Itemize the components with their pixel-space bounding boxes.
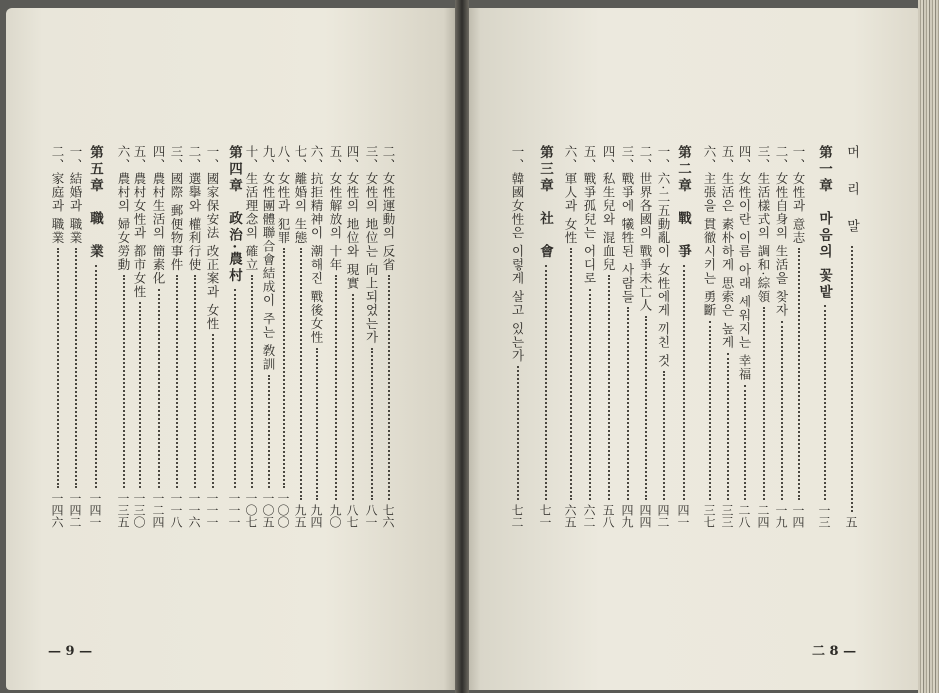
leader-dots bbox=[781, 321, 783, 500]
toc-entry-title: 五、戰爭孤兒는 어디로 bbox=[582, 145, 597, 285]
toc-page-number: 一四一 bbox=[88, 492, 102, 528]
toc-page-number: 二四 bbox=[756, 504, 770, 528]
leader-dots bbox=[268, 375, 270, 488]
leader-dots bbox=[75, 248, 77, 488]
toc-heading bbox=[843, 0, 859, 693]
toc-entry-title: 二、家庭과 職業 bbox=[50, 145, 65, 245]
toc-page-number: 四九 bbox=[620, 504, 634, 528]
toc-page-number: 一〇五 bbox=[261, 492, 275, 528]
toc-entry bbox=[701, 0, 717, 693]
toc-entry bbox=[292, 0, 308, 693]
toc-entry-title: 四、女性의 地位와 現實 bbox=[345, 145, 360, 290]
toc-page-number: 一一八 bbox=[169, 492, 183, 528]
leader-dots bbox=[139, 302, 141, 488]
toc-entry-title: 一、韓國女性은 이렇게 살고 있는가 bbox=[510, 145, 525, 363]
toc-page-number: 三三 bbox=[720, 504, 734, 528]
toc-entry-title: 第一章 마음의 꽃밭 bbox=[816, 145, 832, 302]
leader-dots bbox=[663, 371, 665, 500]
leader-dots bbox=[851, 246, 853, 512]
toc-entry-title: 二、選擧와 權利行使 bbox=[187, 145, 202, 272]
toc-entry bbox=[308, 0, 324, 693]
toc-entry-title: 九、女性團體聯合會結成이 주는 敎訓 bbox=[261, 145, 276, 371]
toc-page-number: 一四二 bbox=[68, 492, 82, 528]
toc-entry-title: 三、生活樣式의 調和·綜領 bbox=[756, 145, 771, 304]
toc-page-number: 三七 bbox=[702, 504, 716, 528]
toc-entry bbox=[260, 0, 276, 693]
toc-entry-title: 三、國際 郵便物事件 bbox=[169, 145, 184, 272]
leader-dots bbox=[798, 248, 800, 500]
toc-page-number: 一二四 bbox=[151, 492, 165, 528]
toc-page-number: 七二 bbox=[510, 504, 524, 528]
leader-dots bbox=[824, 305, 826, 500]
toc-entry bbox=[204, 0, 220, 693]
leader-dots bbox=[176, 275, 178, 488]
toc-page-number: 一一六 bbox=[187, 492, 201, 528]
toc-entry-title: 三、女性의 地位는 向上되었는가 bbox=[364, 145, 379, 344]
toc-chapter bbox=[675, 0, 691, 693]
toc-page-number: 六五 bbox=[563, 504, 577, 528]
toc-entry-title: 一、國家保安法 改正案과 女性 bbox=[205, 145, 220, 331]
toc-entry bbox=[168, 0, 184, 693]
toc-entry-title: 十、生活理念의 確立 bbox=[244, 145, 259, 272]
leader-dots bbox=[763, 307, 765, 500]
leader-dots bbox=[517, 366, 519, 500]
toc-page-number: 九四 bbox=[309, 504, 323, 528]
toc-entry bbox=[719, 0, 735, 693]
toc-page-number: 一三〇 bbox=[132, 492, 146, 528]
leader-dots bbox=[545, 265, 547, 501]
toc-entry bbox=[275, 0, 291, 693]
toc-page-number: 一一一 bbox=[205, 492, 219, 528]
left-page-number: — 9 — bbox=[48, 644, 93, 659]
leader-dots bbox=[589, 289, 591, 500]
page-edges bbox=[918, 0, 939, 693]
toc-page-number: 五 bbox=[844, 516, 858, 528]
toc-entry-title: 第四章 政治·農村 bbox=[226, 145, 242, 285]
toc-entry-title: 第二章 戰 爭 bbox=[675, 145, 691, 261]
leader-dots bbox=[335, 275, 337, 500]
leader-dots bbox=[608, 275, 610, 500]
toc-entry-title: 五、農村女性과 都市女性 bbox=[132, 145, 147, 299]
leader-dots bbox=[709, 321, 711, 500]
toc-entry bbox=[363, 0, 379, 693]
toc-page-number: 八一 bbox=[364, 504, 378, 528]
toc-chapter bbox=[226, 0, 242, 693]
toc-entry bbox=[115, 0, 131, 693]
toc-page-number: 一四 bbox=[791, 504, 805, 528]
leader-dots bbox=[123, 275, 125, 488]
leader-dots bbox=[316, 348, 318, 500]
leader-dots bbox=[300, 248, 302, 500]
leader-dots bbox=[744, 385, 746, 500]
toc-entry-title: 六、農村의 婦女勞動 bbox=[116, 145, 131, 272]
toc-page-number: 一九 bbox=[774, 504, 788, 528]
toc-page-number: 一一一 bbox=[227, 492, 241, 528]
toc-entry bbox=[49, 0, 65, 693]
leader-dots bbox=[212, 334, 214, 488]
leader-dots bbox=[194, 275, 196, 488]
leader-dots bbox=[283, 248, 285, 488]
toc-page-number: 一三五 bbox=[116, 492, 130, 528]
leader-dots bbox=[371, 348, 373, 500]
toc-page-number: 九〇 bbox=[328, 504, 342, 528]
toc-entry bbox=[344, 0, 360, 693]
toc-entry-title: 四、私生兒와 混血兒 bbox=[601, 145, 616, 272]
toc-entry-title: 第五章 職 業 bbox=[87, 145, 103, 261]
toc-page-number: 一三 bbox=[817, 504, 831, 528]
toc-chapter bbox=[537, 0, 553, 693]
leader-dots bbox=[570, 248, 572, 500]
toc-page-number: 四四 bbox=[638, 504, 652, 528]
toc-page-number: 一四六 bbox=[50, 492, 64, 528]
toc-entry bbox=[243, 0, 259, 693]
toc-entry bbox=[327, 0, 343, 693]
leader-dots bbox=[352, 294, 354, 500]
leader-dots bbox=[57, 248, 59, 488]
leader-dots bbox=[727, 353, 729, 500]
toc-entry bbox=[131, 0, 147, 693]
leader-dots bbox=[683, 265, 685, 501]
toc-entry bbox=[509, 0, 525, 693]
toc-entry-title: 六、主張을 貫徹시키는 勇斷 bbox=[702, 145, 717, 317]
toc-entry bbox=[380, 0, 396, 693]
leader-dots bbox=[645, 316, 647, 500]
toc-entry-title: 五、生活은 素朴하게 思索은 높게 bbox=[720, 145, 735, 349]
toc-page-number: 一〇七 bbox=[244, 492, 258, 528]
toc-page-number: 七一 bbox=[538, 504, 552, 528]
toc-page-number: 一〇〇 bbox=[276, 492, 290, 528]
toc-entry-title: 二、女性自身의 生活을 찾자 bbox=[774, 145, 789, 317]
toc-entry-title: 四、農村生活의 簡素化 bbox=[151, 145, 166, 285]
toc-entry bbox=[150, 0, 166, 693]
leader-dots bbox=[388, 275, 390, 500]
leader-dots bbox=[234, 289, 236, 488]
toc-entry-title: 三、戰爭에 犧牲된 사람들 bbox=[620, 145, 635, 304]
toc-page-number: 四一 bbox=[676, 504, 690, 528]
toc-page-number: 二八 bbox=[737, 504, 751, 528]
toc-entry-title: 二、世界各國의 戰爭未亡人 bbox=[638, 145, 653, 312]
toc-chapter bbox=[816, 0, 832, 693]
toc-entry bbox=[67, 0, 83, 693]
toc-entry-title: 一、女性과 意志 bbox=[791, 145, 806, 245]
toc-chapter bbox=[87, 0, 103, 693]
toc-entry bbox=[600, 0, 616, 693]
toc-entry-title: 一、結婚과 職業 bbox=[68, 145, 83, 245]
toc-entry bbox=[619, 0, 635, 693]
leader-dots bbox=[251, 275, 253, 488]
toc-entry bbox=[637, 0, 653, 693]
right-page-number: 二 8 — bbox=[812, 644, 857, 659]
toc-entry bbox=[790, 0, 806, 693]
toc-entry bbox=[755, 0, 771, 693]
toc-page-number: 四二 bbox=[656, 504, 670, 528]
toc-entry bbox=[655, 0, 671, 693]
toc-entry bbox=[562, 0, 578, 693]
toc-entry-title: 一、六·二五動亂이 女性에게 끼친 것 bbox=[656, 145, 671, 368]
toc-entry bbox=[773, 0, 789, 693]
toc-entry-title: 六、抗拒精神이 潮해진 戰後女性 bbox=[309, 145, 324, 344]
toc-entry-title: 七、離婚의 生態 bbox=[293, 145, 308, 245]
toc-page-number: 六二 bbox=[582, 504, 596, 528]
toc-page-number: 七六 bbox=[381, 504, 395, 528]
toc-entry bbox=[736, 0, 752, 693]
toc-page-number: 九五 bbox=[293, 504, 307, 528]
toc-entry bbox=[581, 0, 597, 693]
toc-entry-title: 머 리 말 bbox=[844, 145, 859, 243]
toc-entry-title: 第三章 社 會 bbox=[537, 145, 553, 261]
leader-dots bbox=[95, 265, 97, 489]
toc-entry-title: 二、女性運動의 反省 bbox=[381, 145, 396, 272]
toc-entry-title: 八、女性과 犯罪 bbox=[276, 145, 291, 245]
toc-entry bbox=[186, 0, 202, 693]
leader-dots bbox=[158, 289, 160, 488]
toc-page-number: 八七 bbox=[345, 504, 359, 528]
toc-page-number: 五八 bbox=[601, 504, 615, 528]
book-gutter bbox=[455, 0, 469, 693]
toc-entry-title: 五、女性解放의 十年 bbox=[328, 145, 343, 272]
toc-entry-title: 四、女性이란 이름 아래 세워지는 幸福 bbox=[737, 145, 752, 381]
leader-dots bbox=[627, 307, 629, 500]
toc-entry-title: 六、軍人과 女性 bbox=[563, 145, 578, 245]
